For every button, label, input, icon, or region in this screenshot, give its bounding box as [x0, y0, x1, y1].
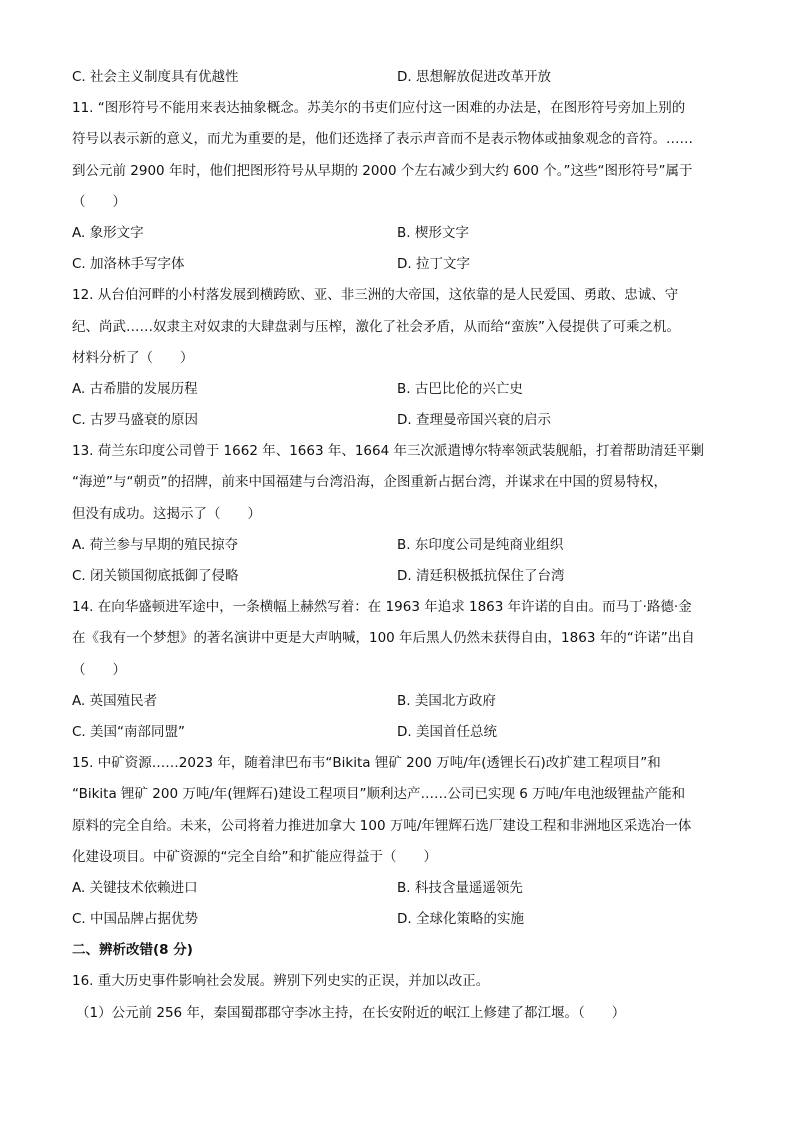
question-14 — [72, 592, 722, 748]
q11-answer-blank: （ ） — [72, 193, 126, 210]
q11-option-d: D. 拉丁文字 — [397, 256, 470, 273]
q12-option-c: C. 古罗马盛衰的原因 — [72, 412, 199, 429]
q13-stem-line: 13. 荷兰东印度公司曾于 1662 年、1663 年、1664 年三次派遣博尔特率领武装舰船，打着帮助清廷平剿 — [72, 443, 704, 460]
q14-option-b: B. 美国北方政府 — [397, 692, 496, 709]
q11-option-c: C. 加洛林手写字体 — [72, 256, 185, 273]
q15-option-c: C. 中国品牌占据优势 — [72, 911, 199, 928]
q14-option-a: A. 英国殖民者 — [72, 692, 158, 709]
q14-stem-line: 在《我有一个梦想》的著名演讲中更是大声呐喊，100 年后黑人仍然未获得自由，1863 年的“许诺”出自 — [72, 630, 695, 647]
q11-stem-line: 11. “图形符号不能用来表达抽象概念。苏美尔的书吏们应付这一困难的办法是，在图形符号旁加上别的 — [72, 100, 686, 117]
q11-option-b: B. 楔形文字 — [397, 224, 469, 241]
exam-page — [72, 62, 722, 1029]
q11-stem-line: 到公元前 2900 年时，他们把图形符号从早期的 2000 个左右减少到大约 600 个。”这些“图形符号”属于 — [72, 162, 693, 179]
q13-option-c: C. 闭关锁国彻底抵御了侵略 — [72, 568, 239, 584]
question-16 — [72, 966, 722, 1028]
q10-option-d: D. 思想解放促进改革开放 — [397, 69, 551, 85]
q12-stem-line: 材料分析了（ ） — [72, 349, 194, 366]
q13-options-cd — [72, 561, 722, 592]
q15-stem-line: 原料的完全自给。未来，公司将着力推进加拿大 100 万吨/年锂辉石选厂建设工程和非洲地区采选冶一体 — [72, 817, 692, 834]
q12-option-b: B. 古巴比伦的兴亡史 — [397, 380, 523, 397]
q14-answer-blank: （ ） — [72, 661, 126, 678]
q14-options-cd — [72, 717, 722, 748]
section-heading: 二、辨析改错(8 分) — [72, 942, 193, 959]
q15-option-b: B. 科技含量遥遥领先 — [397, 879, 523, 896]
q12-option-d: D. 查理曼帝国兴衰的启示 — [397, 412, 551, 429]
q14-stem-line: 14. 在向华盛顿进军途中，一条横幅上赫然写着：在 1963 年追求 1863 年许诺的自由。而马丁·路德·金 — [72, 599, 692, 616]
q15-stem-line: 化建设项目。中矿资源的“完全自给”和扩能应得益于（ ） — [72, 848, 437, 865]
q16-stem: 16. 重大历史事件影响社会发展。辨别下列史实的正误，并加以改正。 — [72, 973, 490, 990]
q15-option-d: D. 全球化策略的实施 — [397, 911, 524, 928]
q15-stem-line: “Bikita 锂矿 200 万吨/年(锂辉石)建设工程项目”顺利达产……公司已实现 6 万吨/年电池级锂盐产能和 — [72, 786, 686, 803]
q15-stem-line: 15. 中矿资源……2023 年，随着津巴布韦“Bikita 锂矿 200 万吨/年(透锂长石)改扩建工程项目”和 — [72, 755, 661, 772]
q16-subquestion-1: （1）公元前 256 年，秦国蜀郡郡守李冰主持，在长安附近的岷江上修建了都江堰。（ ） — [76, 1004, 626, 1021]
q11-options-ab — [72, 218, 722, 249]
q12-stem-line: 纪、尚武……奴隶主对奴隶的大肆盘剥与压榨，激化了社会矛盾，从而给“蛮族”入侵提供了可乘之机。 — [72, 318, 680, 335]
q12-option-a: A. 古希腊的发展历程 — [72, 380, 198, 397]
q13-stem-line: 但没有成功。这揭示了（ ） — [72, 505, 261, 522]
q11-stem-line: 符号以表示新的意义，而尤为重要的是，他们还选择了表示声音而不是表示物体或抽象观念的音符。…… — [72, 131, 693, 148]
q13-option-b: B. 东印度公司是纯商业组织 — [397, 536, 564, 553]
q14-option-d: D. 美国首任总统 — [397, 723, 497, 740]
q14-option-c: C. 美国“南部同盟” — [72, 723, 185, 740]
q12-options-ab — [72, 374, 722, 405]
q15-option-a: A. 关键技术依赖进口 — [72, 879, 198, 896]
q15-options-ab — [72, 873, 722, 904]
q10-option-c: C. 社会主义制度具有优越性 — [72, 69, 239, 85]
q13-option-d: D. 清廷积极抵抗保住了台湾 — [397, 568, 565, 584]
q11-option-a: A. 象形文字 — [72, 224, 144, 241]
q15-options-cd — [72, 904, 722, 935]
q13-option-a: A. 荷兰参与早期的殖民掠夺 — [72, 536, 239, 553]
question-15 — [72, 748, 722, 935]
q12-options-cd — [72, 405, 722, 436]
q12-stem-line: 12. 从台伯河畔的小村落发展到横跨欧、亚、非三洲的大帝国，这依靠的是人民爱国、勇敢、忠诚、守 — [72, 287, 679, 304]
question-13 — [72, 436, 722, 592]
q13-options-ab — [72, 530, 722, 561]
question-12 — [72, 280, 722, 436]
q13-stem-line: “海逆”与“朝贡”的招牌，前来中国福建与台湾沿海，企图重新占据台湾，并谋求在中国的贸易特权， — [72, 474, 667, 491]
q11-options-cd — [72, 249, 722, 280]
question-11 — [72, 93, 722, 280]
q10-options-cd — [72, 62, 722, 93]
q14-options-ab — [72, 686, 722, 717]
